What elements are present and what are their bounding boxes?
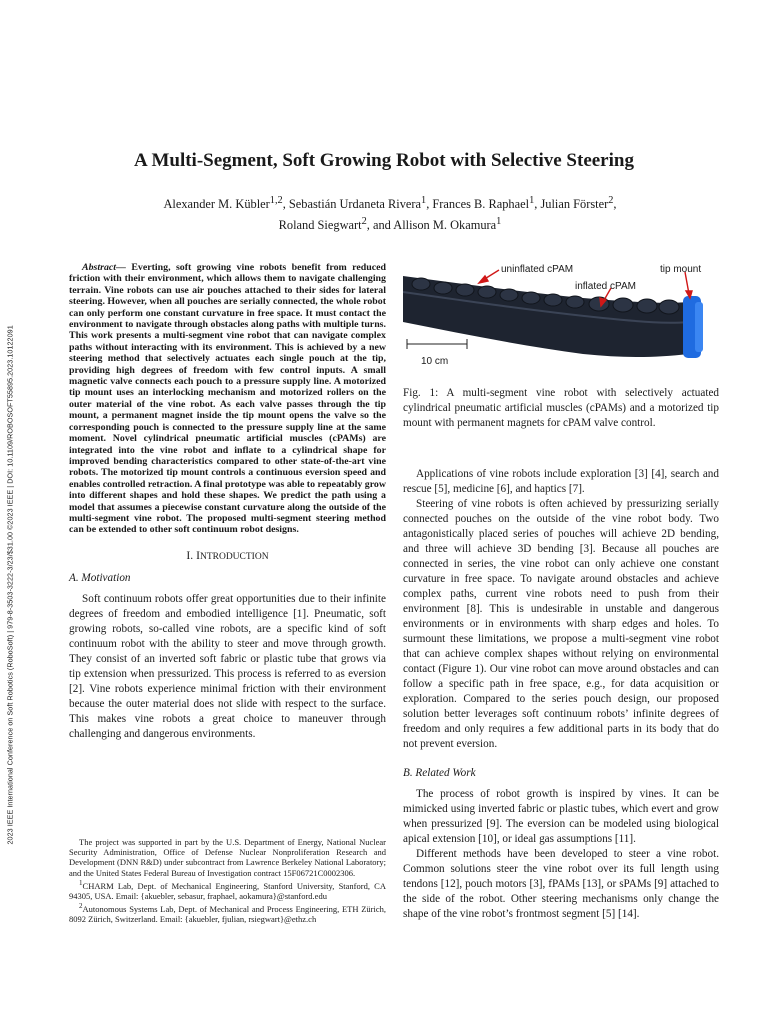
left-column (69, 262, 386, 742)
abstract-text: Everting, soft growing vine robots benefit from reduced friction with their environment, which allows them to navigate challenging terrain. Vine robots can use air pouches attached to their sides for lateral steering. However, when all pouches are serially connected, the whole robot can only perform one constant curvature in free space. It must contact the environment to navigate through obstacles along paths with multiple turns. This work presents a multi-segment vine robot that can navigate complex paths without interacting with its environment. This is achieved by a new steering method that selectively actuates each single pouch at the tip, providing high degrees of freedom with few control inputs. A small magnetic valve connects each pouch to a pressure supply line. A motorized tip mount uses an interlocking mechanism and motorized rollers on the outer material of the vine robot. As each valve passes through the tip mount, a permanent magnet inside the tip mount opens the valve so the corresponding pouch is connected to the pressure supply line at the same moment. Novel cylindrical pneumatic artificial muscles (cPAMs) are integrated into the vine robot and inflate to a cylindrical shape for improved bending characteristics compared to other state-of-the-art vine robots. The motorized tip mount controls a continuous eversion speed and enables controlled retraction. A final prototype was able to repeatably grow into different shapes and hold these shapes. We predict the path using a model that assumes a piecewise constant curvature along the outside of the multi-segment vine robot. The proposed multi-segment steering method can be extended to other soft continuum robot designs. (69, 262, 387, 536)
footnote-affiliation-2: $^2$Autonomous Systems Lab, Dept. of Mechanical and Process Engineering, ETH Zürich, 8092 Zürich, Switzerland. Email: {akuebler, fjulian, rsiegwart}@ethz.ch (69, 902, 386, 925)
subsection-heading-motivation: A. Motivation (69, 571, 131, 584)
scale-label: 10 cm (421, 356, 449, 367)
right-paragraph-growth: The process of robot growth is inspired by vines. It can be mimicked using inverted fabric or plastic tubes, which evert and grow when pressurized [9]. The eversion can be modeled using biological apical extension [10], or ideal gas assumptions [11]. (403, 788, 719, 845)
figure-caption: Fig. 1: A multi-segment vine robot with selectively actuated cylindrical pneumatic artificial muscles (cPAMs) and a motorized tip mount with permanent magnets for cPAM valve control. (403, 387, 719, 429)
section-heading-introduction: I. INTRODUCTION (186, 548, 269, 562)
right-paragraph-applications: Applications of vine robots include exploration [3] [4], search and rescue [5], medicine [6], and haptics [7]. (403, 468, 719, 495)
label-uninflated-cpam: uninflated cPAM (501, 264, 574, 275)
right-paragraph-steering: Steering of vine robots is often achieved by pressurizing serially connected pouches on the outside of the vine robot body. Two antagonistically placed series of pouches will achieve 2D bending, and three will achieve 3D bending [3]. Because all pouches are connected in series, the vine robot can only achieve one constant curvature in free space. To navigate around obstacles and achieve complex paths, current vine robots need to push from their environment [8]. This is undesirable in unstable and dangerous environments or in environments with sharp edges and holes. To surmount these limitations, we propose a multi-segment vine robot that can achieve complex shapes without relying on environmental contact (Figure 1). Our vine robot can move around obstacles and can follow a specific path in free space, e.g., for data acquisition or exploration. Compared to the series pouch design, our proposed solution better leverages soft continuum robots’ infinite degrees of freedom and only requires a few additional parts in its body that do not prevent eversion. (403, 498, 719, 750)
abstract (69, 262, 386, 536)
figure-1 (403, 262, 719, 380)
right-paragraph-methods: Different methods have been developed to steer a vine robot. Common solutions steer the vine robot over its full length using tendons [12], pouch motors [3], fPAMs [13], or sPAMs [9] attached to the side of the robot. Other steering mechanisms only change the shape of the vine robot’s frontmost segment [5] [14]. (403, 848, 719, 920)
motivation-paragraph: Soft continuum robots offer great opportunities due to their infinite degrees of freedom and embodied intelligence [1]. Pneumatic, soft growing robots, so-called vine robots, are a specific kind of soft continuum robot with the ability to steer and move through growth. They consist of an inverted soft fabric or plastic tube that grows via tip extension when pressurized. This process is referred to as eversion [2]. Vine robots experience minimal friction with their environment because the outer material does not slide with respect to the surface. This makes vine robots a great choice to maneuver through challenging and dangerous environments. (69, 592, 386, 740)
footnote-funding: The project was supported in part by the U.S. Department of Energy, National Nuclear Security Administration, Office of Defense Nuclear Nonproliferation Research and Development (DNN R&D) under subcontract from Lawrence Berkeley National Laboratory; and the United States Federal Bureau of Investigation contract 15F06721C0002306. (69, 837, 386, 878)
subsection-heading-related-work: B. Related Work (403, 767, 476, 779)
label-inflated-cpam: inflated cPAM (575, 281, 636, 292)
footnotes (69, 837, 386, 924)
authors (90, 192, 690, 234)
label-tip-mount: tip mount (660, 264, 702, 275)
vine-robot-photo (403, 262, 719, 380)
footnote-affiliation-1: $^1$CHARM Lab, Dept. of Mechanical Engineering, Stanford University, Stanford, CA 94305, USA. Email: {akuebler, sebasur, fraphael, aokamura}@stanford.edu (69, 878, 386, 901)
authors-line-1: Alexander M. Kübler$^{1,2}$, Sebastián Urdaneta Rivera$^1$, Frances B. Raphael$^1$, Julian Förster$^2$, (163, 195, 617, 212)
abstract-label: Abstract— (82, 262, 126, 273)
authors-line-2: Roland Siegwart$^2$, and Allison M. Okamura$^1$ (278, 216, 502, 233)
doi-side-text: 2023 IEEE International Conference on Soft Robotics (RoboSoft) | 979-8-3503-3222-3/23/$31.00 ©2023 IEEE | DOI: 10.1109/ROBOSOFT55895.2023.10122091 (5, 325, 15, 845)
right-column (403, 262, 719, 922)
paper-title: A Multi-Segment, Soft Growing Robot with Selective Steering (134, 150, 634, 171)
